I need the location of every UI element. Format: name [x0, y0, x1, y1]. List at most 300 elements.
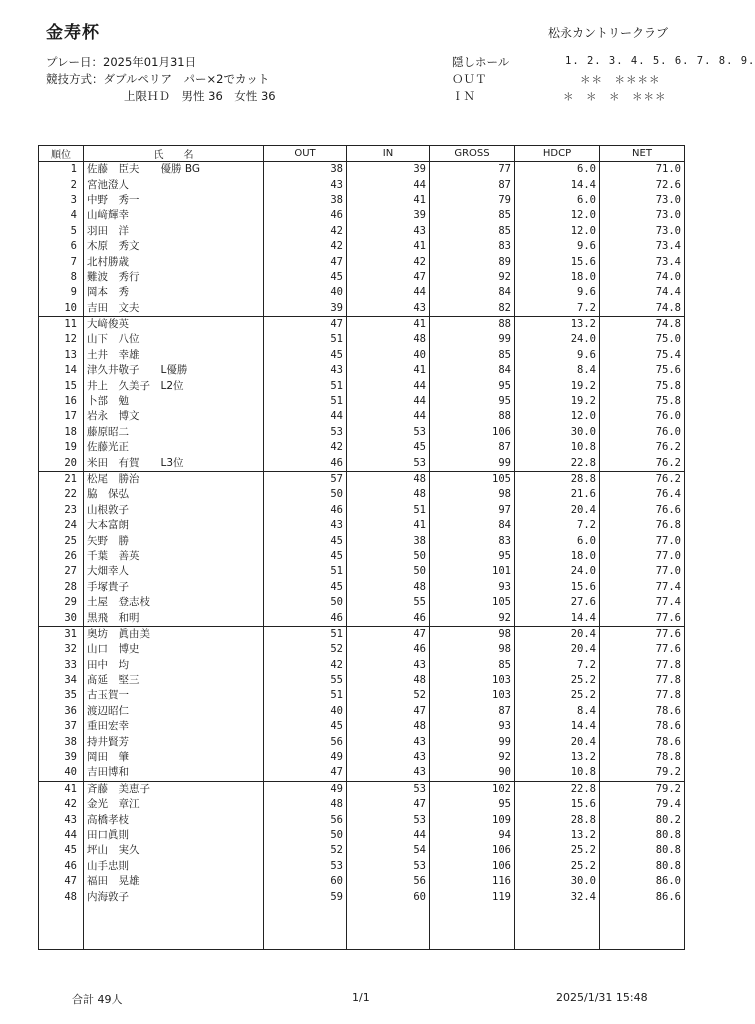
- rank-cell: 47: [39, 874, 84, 889]
- rank-cell: 12: [39, 332, 84, 347]
- gross-score-cell: 94: [430, 828, 515, 843]
- name-cell: 黒飛 和明: [84, 610, 264, 626]
- out-score-cell: 45: [264, 533, 347, 548]
- gross-score-cell: 95: [430, 549, 515, 564]
- in-score-cell: 39: [347, 162, 430, 178]
- table-row: [39, 688, 685, 703]
- table-row: [39, 564, 685, 579]
- table-row: [39, 425, 685, 440]
- net-score-cell: 76.8: [600, 518, 685, 533]
- in-score-cell: 53: [347, 455, 430, 471]
- out-score-cell: 43: [264, 177, 347, 192]
- handicap-limit: 上限ＨＤ 男性 36 女性 36: [124, 89, 276, 103]
- table-blank-area: [39, 905, 685, 950]
- net-score-cell: 77.6: [600, 642, 685, 657]
- out-score-cell: 50: [264, 828, 347, 843]
- table-row: [39, 626, 685, 642]
- in-score-cell: 53: [347, 781, 430, 797]
- in-score-cell: 48: [347, 487, 430, 502]
- gross-score-cell: 82: [430, 301, 515, 317]
- name-cell: 手塚貴子: [84, 580, 264, 595]
- blank-cell: [430, 905, 515, 950]
- out-score-cell: 40: [264, 285, 347, 300]
- gross-score-cell: 101: [430, 564, 515, 579]
- table-row: [39, 363, 685, 378]
- name-cell: 持井賢芳: [84, 734, 264, 749]
- gross-score-cell: 99: [430, 734, 515, 749]
- in-score-cell: 41: [347, 239, 430, 254]
- club-name: 松永カントリークラブ: [548, 26, 669, 40]
- out-score-cell: 52: [264, 843, 347, 858]
- hdcp-cell: 30.0: [515, 425, 600, 440]
- gross-score-cell: 95: [430, 394, 515, 409]
- table-row: [39, 781, 685, 797]
- hdcp-cell: 30.0: [515, 874, 600, 889]
- in-score-cell: 38: [347, 533, 430, 548]
- net-score-cell: 78.8: [600, 750, 685, 765]
- in-score-cell: 41: [347, 363, 430, 378]
- name-cell: 脇 保弘: [84, 487, 264, 502]
- out-score-cell: 42: [264, 440, 347, 455]
- rank-cell: 6: [39, 239, 84, 254]
- net-score-cell: 75.8: [600, 394, 685, 409]
- out-score-cell: 57: [264, 471, 347, 487]
- name-cell: 山根敦子: [84, 503, 264, 518]
- out-score-cell: 42: [264, 239, 347, 254]
- in-score-cell: 44: [347, 394, 430, 409]
- gross-score-cell: 98: [430, 642, 515, 657]
- rank-cell: 26: [39, 549, 84, 564]
- net-score-cell: 73.0: [600, 224, 685, 239]
- out-score-cell: 52: [264, 642, 347, 657]
- in-score-cell: 55: [347, 595, 430, 610]
- gross-score-cell: 95: [430, 378, 515, 393]
- column-header-in: IN: [347, 146, 430, 162]
- net-score-cell: 79.2: [600, 765, 685, 781]
- table-row: [39, 162, 685, 178]
- gross-score-cell: 97: [430, 503, 515, 518]
- out-score-cell: 51: [264, 378, 347, 393]
- net-score-cell: 75.4: [600, 348, 685, 363]
- out-score-cell: 56: [264, 734, 347, 749]
- net-score-cell: 74.8: [600, 316, 685, 332]
- in-score-cell: 44: [347, 285, 430, 300]
- out-score-cell: 55: [264, 673, 347, 688]
- hdcp-cell: 6.0: [515, 162, 600, 178]
- hidden-hole-label: 隠しホール: [452, 55, 510, 69]
- column-header-name: 氏 名: [84, 146, 264, 162]
- net-score-cell: 77.6: [600, 626, 685, 642]
- gross-score-cell: 87: [430, 440, 515, 455]
- gross-score-cell: 77: [430, 162, 515, 178]
- table-row: [39, 394, 685, 409]
- rank-cell: 35: [39, 688, 84, 703]
- in-score-cell: 48: [347, 471, 430, 487]
- table-row: [39, 595, 685, 610]
- gross-score-cell: 98: [430, 626, 515, 642]
- column-header-gross: GROSS: [430, 146, 515, 162]
- rank-cell: 38: [39, 734, 84, 749]
- out-score-cell: 44: [264, 409, 347, 424]
- rank-cell: 46: [39, 859, 84, 874]
- name-cell: 千葉 善英: [84, 549, 264, 564]
- net-score-cell: 73.4: [600, 239, 685, 254]
- out-score-cell: 45: [264, 580, 347, 595]
- hdcp-cell: 9.6: [515, 348, 600, 363]
- rank-cell: 45: [39, 843, 84, 858]
- name-cell: 佐藤光正: [84, 440, 264, 455]
- out-score-cell: 51: [264, 688, 347, 703]
- net-score-cell: 77.8: [600, 673, 685, 688]
- rank-cell: 11: [39, 316, 84, 332]
- hdcp-cell: 10.8: [515, 765, 600, 781]
- rank-cell: 43: [39, 812, 84, 827]
- hdcp-cell: 25.2: [515, 843, 600, 858]
- table-row: [39, 487, 685, 502]
- out-score-cell: 45: [264, 348, 347, 363]
- in-score-cell: 39: [347, 208, 430, 223]
- in-hidden-marks: ＊ ＊ ＊ ＊＊＊: [563, 91, 667, 103]
- table-row: [39, 208, 685, 223]
- in-score-cell: 41: [347, 193, 430, 208]
- hdcp-cell: 6.0: [515, 193, 600, 208]
- column-header-net: NET: [600, 146, 685, 162]
- table-row: [39, 580, 685, 595]
- in-score-cell: 54: [347, 843, 430, 858]
- name-cell: 山手忠則: [84, 859, 264, 874]
- net-score-cell: 75.6: [600, 363, 685, 378]
- table-row: [39, 301, 685, 317]
- out-score-cell: 46: [264, 503, 347, 518]
- out-score-cell: 51: [264, 394, 347, 409]
- net-score-cell: 72.6: [600, 177, 685, 192]
- table-row: [39, 610, 685, 626]
- in-score-cell: 44: [347, 409, 430, 424]
- rank-cell: 41: [39, 781, 84, 797]
- table-row: [39, 316, 685, 332]
- out-score-cell: 43: [264, 363, 347, 378]
- table-row: [39, 642, 685, 657]
- in-score-cell: 41: [347, 518, 430, 533]
- hdcp-cell: 25.2: [515, 859, 600, 874]
- rank-cell: 28: [39, 580, 84, 595]
- in-score-cell: 47: [347, 626, 430, 642]
- competition-method: 競技方式：ダブルペリア パー×2でカット: [46, 72, 270, 86]
- table-row: [39, 765, 685, 781]
- hdcp-cell: 20.4: [515, 642, 600, 657]
- gross-score-cell: 85: [430, 224, 515, 239]
- net-score-cell: 77.0: [600, 564, 685, 579]
- hdcp-cell: 21.6: [515, 487, 600, 502]
- gross-score-cell: 83: [430, 239, 515, 254]
- gross-score-cell: 106: [430, 425, 515, 440]
- gross-score-cell: 119: [430, 889, 515, 904]
- hdcp-cell: 7.2: [515, 518, 600, 533]
- rank-cell: 33: [39, 658, 84, 673]
- net-score-cell: 73.4: [600, 254, 685, 269]
- rank-cell: 8: [39, 270, 84, 285]
- table-row: [39, 658, 685, 673]
- net-score-cell: 86.0: [600, 874, 685, 889]
- hdcp-cell: 15.6: [515, 797, 600, 812]
- rank-cell: 16: [39, 394, 84, 409]
- out-score-cell: 47: [264, 316, 347, 332]
- net-score-cell: 76.4: [600, 487, 685, 502]
- table-row: [39, 503, 685, 518]
- hdcp-cell: 20.4: [515, 626, 600, 642]
- net-score-cell: 80.2: [600, 812, 685, 827]
- net-score-cell: 77.8: [600, 658, 685, 673]
- gross-score-cell: 99: [430, 332, 515, 347]
- gross-score-cell: 116: [430, 874, 515, 889]
- net-score-cell: 76.6: [600, 503, 685, 518]
- in-score-cell: 46: [347, 610, 430, 626]
- column-header-hdcp: HDCP: [515, 146, 600, 162]
- hdcp-cell: 9.6: [515, 285, 600, 300]
- table-row: [39, 750, 685, 765]
- out-score-cell: 53: [264, 859, 347, 874]
- table-row: [39, 704, 685, 719]
- hdcp-cell: 15.6: [515, 580, 600, 595]
- out-score-cell: 51: [264, 332, 347, 347]
- gross-score-cell: 106: [430, 843, 515, 858]
- gross-score-cell: 89: [430, 254, 515, 269]
- rank-cell: 22: [39, 487, 84, 502]
- gross-score-cell: 84: [430, 518, 515, 533]
- table-row: [39, 859, 685, 874]
- hdcp-cell: 20.4: [515, 503, 600, 518]
- in-score-cell: 51: [347, 503, 430, 518]
- name-cell: 土屋 登志枝: [84, 595, 264, 610]
- gross-score-cell: 92: [430, 750, 515, 765]
- gross-score-cell: 87: [430, 704, 515, 719]
- gross-score-cell: 99: [430, 455, 515, 471]
- in-score-cell: 40: [347, 348, 430, 363]
- hdcp-cell: 25.2: [515, 673, 600, 688]
- results-table: [38, 145, 685, 950]
- rank-cell: 40: [39, 765, 84, 781]
- rank-cell: 20: [39, 455, 84, 471]
- hdcp-cell: 7.2: [515, 301, 600, 317]
- name-cell: 藤原昭二: [84, 425, 264, 440]
- name-cell: 田中 均: [84, 658, 264, 673]
- net-score-cell: 77.0: [600, 549, 685, 564]
- name-cell: 宮池澄人: [84, 177, 264, 192]
- out-score-cell: 49: [264, 750, 347, 765]
- rank-cell: 21: [39, 471, 84, 487]
- name-cell: 井上 久美子 L2位: [84, 378, 264, 393]
- rank-cell: 24: [39, 518, 84, 533]
- table-row: [39, 455, 685, 471]
- hidden-hole-numbers: 1. 2. 3. 4. 5. 6. 7. 8. 9.: [565, 55, 755, 67]
- net-score-cell: 80.8: [600, 828, 685, 843]
- table-row: [39, 193, 685, 208]
- net-score-cell: 86.6: [600, 889, 685, 904]
- rank-cell: 34: [39, 673, 84, 688]
- net-score-cell: 78.6: [600, 719, 685, 734]
- in-score-cell: 46: [347, 642, 430, 657]
- net-score-cell: 77.4: [600, 595, 685, 610]
- hdcp-cell: 32.4: [515, 889, 600, 904]
- hdcp-cell: 6.0: [515, 533, 600, 548]
- gross-score-cell: 87: [430, 177, 515, 192]
- net-score-cell: 76.2: [600, 455, 685, 471]
- results-body: [39, 162, 685, 950]
- table-row: [39, 285, 685, 300]
- out-score-cell: 46: [264, 455, 347, 471]
- name-cell: 岩永 博文: [84, 409, 264, 424]
- hdcp-cell: 18.0: [515, 549, 600, 564]
- in-score-cell: 43: [347, 224, 430, 239]
- gross-score-cell: 88: [430, 409, 515, 424]
- name-cell: 髙延 堅三: [84, 673, 264, 688]
- gross-score-cell: 105: [430, 471, 515, 487]
- hdcp-cell: 14.4: [515, 719, 600, 734]
- out-score-cell: 39: [264, 301, 347, 317]
- in-score-cell: 43: [347, 301, 430, 317]
- out-score-cell: 50: [264, 487, 347, 502]
- table-row: [39, 812, 685, 827]
- in-score-cell: 43: [347, 750, 430, 765]
- out-score-cell: 50: [264, 595, 347, 610]
- table-row: [39, 549, 685, 564]
- out-score-cell: 42: [264, 224, 347, 239]
- rank-cell: 10: [39, 301, 84, 317]
- in-score-cell: 53: [347, 812, 430, 827]
- hdcp-cell: 15.6: [515, 254, 600, 269]
- net-score-cell: 76.2: [600, 471, 685, 487]
- in-score-cell: 56: [347, 874, 430, 889]
- hdcp-cell: 22.8: [515, 455, 600, 471]
- rank-cell: 42: [39, 797, 84, 812]
- net-score-cell: 77.0: [600, 533, 685, 548]
- name-cell: 岡田 肇: [84, 750, 264, 765]
- gross-score-cell: 84: [430, 285, 515, 300]
- table-row: [39, 828, 685, 843]
- hdcp-cell: 22.8: [515, 781, 600, 797]
- in-score-cell: 53: [347, 425, 430, 440]
- name-cell: 田口眞則: [84, 828, 264, 843]
- net-score-cell: 76.2: [600, 440, 685, 455]
- hdcp-cell: 12.0: [515, 224, 600, 239]
- net-score-cell: 77.8: [600, 688, 685, 703]
- name-cell: 土井 幸雄: [84, 348, 264, 363]
- in-score-cell: 41: [347, 316, 430, 332]
- hdcp-cell: 19.2: [515, 394, 600, 409]
- name-cell: 佐藤 臣夫 優勝 BG: [84, 162, 264, 178]
- in-score-cell: 43: [347, 734, 430, 749]
- table-row: [39, 177, 685, 192]
- name-cell: 斉藤 美恵子: [84, 781, 264, 797]
- name-cell: 北村勝歳: [84, 254, 264, 269]
- name-cell: 羽田 洋: [84, 224, 264, 239]
- in-score-cell: 52: [347, 688, 430, 703]
- net-score-cell: 80.8: [600, 859, 685, 874]
- out-score-cell: 45: [264, 549, 347, 564]
- rank-cell: 30: [39, 610, 84, 626]
- name-cell: 大畑幸人: [84, 564, 264, 579]
- in-score-cell: 45: [347, 440, 430, 455]
- name-cell: 大本富朗: [84, 518, 264, 533]
- name-cell: 大﨑俊英: [84, 316, 264, 332]
- net-score-cell: 74.0: [600, 270, 685, 285]
- in-score-cell: 44: [347, 177, 430, 192]
- table-row: [39, 673, 685, 688]
- gross-score-cell: 103: [430, 673, 515, 688]
- gross-score-cell: 102: [430, 781, 515, 797]
- rank-cell: 36: [39, 704, 84, 719]
- table-row: [39, 843, 685, 858]
- name-cell: 古玉賀一: [84, 688, 264, 703]
- net-score-cell: 76.0: [600, 409, 685, 424]
- rank-cell: 29: [39, 595, 84, 610]
- table-row: [39, 440, 685, 455]
- name-cell: 坪山 実久: [84, 843, 264, 858]
- gross-score-cell: 105: [430, 595, 515, 610]
- out-score-cell: 59: [264, 889, 347, 904]
- net-score-cell: 79.2: [600, 781, 685, 797]
- hdcp-cell: 28.8: [515, 471, 600, 487]
- name-cell: 吉田博和: [84, 765, 264, 781]
- rank-cell: 7: [39, 254, 84, 269]
- rank-cell: 37: [39, 719, 84, 734]
- hdcp-cell: 18.0: [515, 270, 600, 285]
- rank-cell: 15: [39, 378, 84, 393]
- out-score-cell: 45: [264, 270, 347, 285]
- name-cell: 山下 八位: [84, 332, 264, 347]
- in-score-cell: 44: [347, 378, 430, 393]
- gross-score-cell: 93: [430, 719, 515, 734]
- rank-cell: 19: [39, 440, 84, 455]
- out-score-cell: 45: [264, 719, 347, 734]
- rank-cell: 1: [39, 162, 84, 178]
- out-score-cell: 56: [264, 812, 347, 827]
- total-players: 合計 49人: [72, 993, 123, 1006]
- name-cell: 重田宏幸: [84, 719, 264, 734]
- hdcp-cell: 13.2: [515, 316, 600, 332]
- in-score-cell: 48: [347, 673, 430, 688]
- gross-score-cell: 85: [430, 658, 515, 673]
- name-cell: 吉田 文夫: [84, 301, 264, 317]
- in-score-cell: 47: [347, 704, 430, 719]
- name-cell: 木原 秀文: [84, 239, 264, 254]
- name-cell: 米田 有賀 L3位: [84, 455, 264, 471]
- rank-cell: 23: [39, 503, 84, 518]
- out-score-cell: 46: [264, 610, 347, 626]
- rank-cell: 25: [39, 533, 84, 548]
- in-score-cell: 42: [347, 254, 430, 269]
- gross-score-cell: 79: [430, 193, 515, 208]
- name-cell: 福田 晃雄: [84, 874, 264, 889]
- table-row: [39, 254, 685, 269]
- in-score-cell: 60: [347, 889, 430, 904]
- rank-cell: 31: [39, 626, 84, 642]
- play-date: プレー日：2025年01月31日: [46, 55, 197, 69]
- hdcp-cell: 25.2: [515, 688, 600, 703]
- hdcp-cell: 9.6: [515, 239, 600, 254]
- in-score-cell: 47: [347, 797, 430, 812]
- blank-cell: [600, 905, 685, 950]
- rank-cell: 18: [39, 425, 84, 440]
- net-score-cell: 77.4: [600, 580, 685, 595]
- net-score-cell: 73.0: [600, 208, 685, 223]
- name-cell: 奥坊 眞由美: [84, 626, 264, 642]
- rank-cell: 44: [39, 828, 84, 843]
- hdcp-cell: 7.2: [515, 658, 600, 673]
- table-row: [39, 332, 685, 347]
- name-cell: 岡本 秀: [84, 285, 264, 300]
- hdcp-cell: 19.2: [515, 378, 600, 393]
